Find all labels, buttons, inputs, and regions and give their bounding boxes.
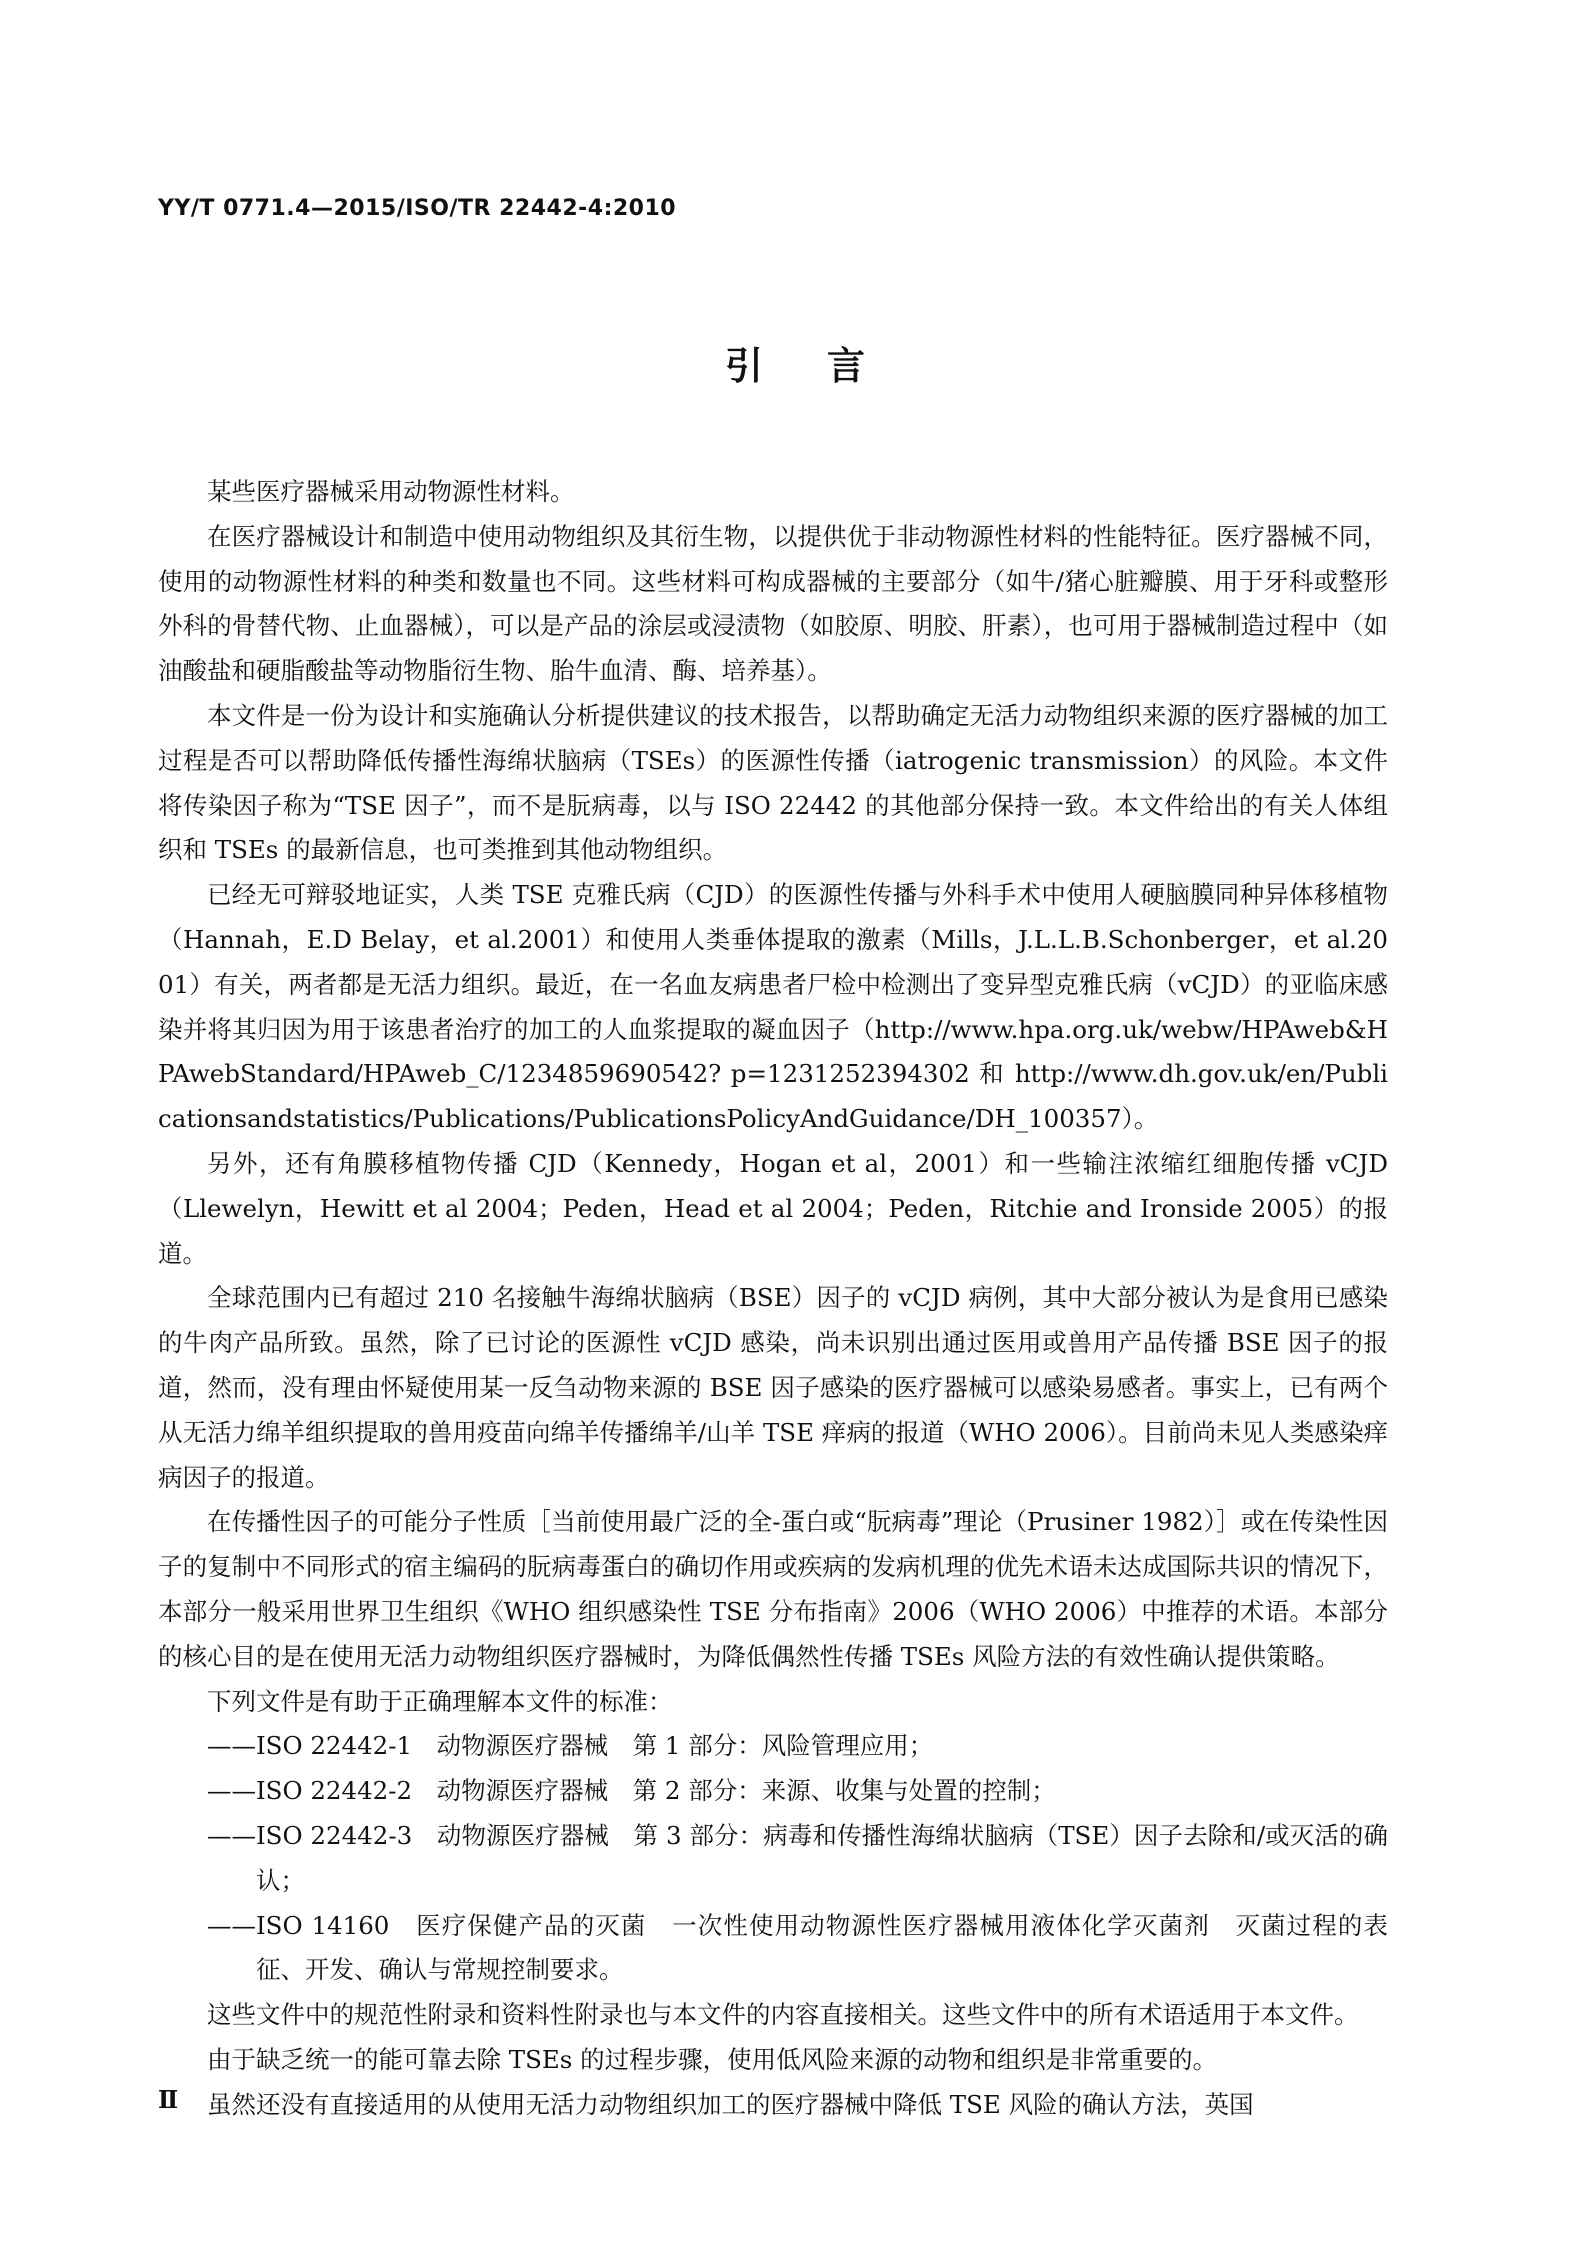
reference-item: ——ISO 22442-2 动物源医疗器械 第 2 部分：来源、收集与处置的控制； [207, 1776, 1056, 1806]
paragraph: 已经无可辩驳地证实，人类 TSE 克雅氏病（CJD）的医源性传播与外科手术中使用人硬脑膜同种异体移植物（Hannah，E.D Belay，et al.2001）和使用人类垂体提取的激素（Mills，J.L.L.B.Schonberger，et al.2001）有关，两者都是无活力组织。最近，在一名血友病患者尸检中检测出了变异型克雅氏病（vCJD）的亚临床感染并将其归因为用于该患者治疗的加工的人血浆提取的凝血因子（http://www.hpa.org.uk/webw/HPAweb&HPAwebStandard/HPAweb_C/1234859690542? p=1231252394302 和 http://www.dh.gov.uk/en/Publicationsandstatistics/Publications/PublicationsPolicyAndGuidance/DH_100357）。 [158, 880, 1388, 1134]
section-title: 引言 [724, 344, 929, 388]
paragraph: 全球范围内已有超过 210 名接触牛海绵状脑病（BSE）因子的 vCJD 病例，其中大部分被认为是食用已感染的牛肉产品所致。虽然，除了已讨论的医源性 vCJD 感染，尚未识别出通过医用或兽用产品传播 BSE 因子的报道，然而，没有理由怀疑使用某一反刍动物来源的 BSE 因子感染的医疗器械可以感染易感者。事实上，已有两个从无活力绵羊组织提取的兽用疫苗向绵羊传播绵羊/山羊 TSE 痒病的报道（WHO 2006）。目前尚未见人类感染痒病因子的报道。 [158, 1283, 1388, 1492]
reference-item: ——ISO 22442-1 动物源医疗器械 第 1 部分：风险管理应用； [207, 1731, 934, 1761]
paragraph: 在传播性因子的可能分子性质［当前使用最广泛的全-蛋白或“朊病毒”理论（Prusiner 1982）］或在传染性因子的复制中不同形式的宿主编码的朊病毒蛋白的确切作用或疾病的发病机理的优先术语未达成国际共识的情况下，本部分一般采用世界卫生组织《WHO 组织感染性 TSE 分布指南》2006（WHO 2006）中推荐的术语。本部分的核心目的是在使用无活力动物组织医疗器械时，为降低偶然性传播 TSEs 风险方法的有效性确认提供策略。 [158, 1507, 1389, 1671]
paragraph: 下列文件是有助于正确理解本文件的标准： [207, 1686, 673, 1716]
standard-code-header: YY/T 0771.4—2015/ISO/TR 22442-4:2010 [158, 196, 677, 221]
reference-item: ——ISO 14160 医疗保健产品的灭菌 一次性使用动物源性医疗器械用液体化学灭菌剂 灭菌过程的表征、开发、确认与常规控制要求。 [207, 1910, 1388, 1985]
paragraph: 本文件是一份为设计和实施确认分析提供建议的技术报告，以帮助确定无活力动物组织来源的医疗器械的加工过程是否可以帮助降低传播性海绵状脑病（TSEs）的医源性传播（iatrogenic transmission）的风险。本文件将传染因子称为“TSE 因子”，而不是朊病毒，以与 ISO 22442 的其他部分保持一致。本文件给出的有关人体组织和 TSEs 的最新信息，也可类推到其他动物组织。 [158, 700, 1388, 865]
body-text [158, 470, 1388, 2127]
paragraph: 这些文件中的规范性附录和资料性附录也与本文件的内容直接相关。这些文件中的所有术语适用于本文件。 [207, 2000, 1359, 2030]
paragraph: 由于缺乏统一的能可靠去除 TSEs 的过程步骤，使用低风险来源的动物和组织是非常重要的。 [207, 2044, 1218, 2074]
reference-item: ——ISO 22442-3 动物源医疗器械 第 3 部分：病毒和传播性海绵状脑病（TSE）因子去除和/或灭活的确认； [207, 1820, 1388, 1895]
paragraph: 虽然还没有直接适用的从使用无活力动物组织加工的医疗器械中降低 TSE 风险的确认方法，英国 [207, 2089, 1254, 2119]
paragraph: 某些医疗器械采用动物源性材料。 [207, 477, 575, 506]
page-number: Ⅱ [158, 2085, 179, 2114]
paragraph: 另外，还有角膜移植物传播 CJD（Kennedy，Hogan et al，2001）和一些输注浓缩红细胞传播 vCJD（Llewelyn，Hewitt et al 2004；Peden，Head et al 2004；Peden，Ritchie and Ironside 2005）的报道。 [158, 1148, 1388, 1268]
paragraph: 在医疗器械设计和制造中使用动物组织及其衍生物，以提供优于非动物源性材料的性能特征。医疗器械不同，使用的动物源性材料的种类和数量也不同。这些材料可构成器械的主要部分（如牛/猪心脏瓣膜、用于牙科或整形外科的骨替代物、止血器械），可以是产品的涂层或浸渍物（如胶原、明胶、肝素），也可用于器械制造过程中（如油酸盐和硬脂酸盐等动物脂衍生物、胎牛血清、酶、培养基）。 [158, 521, 1388, 686]
